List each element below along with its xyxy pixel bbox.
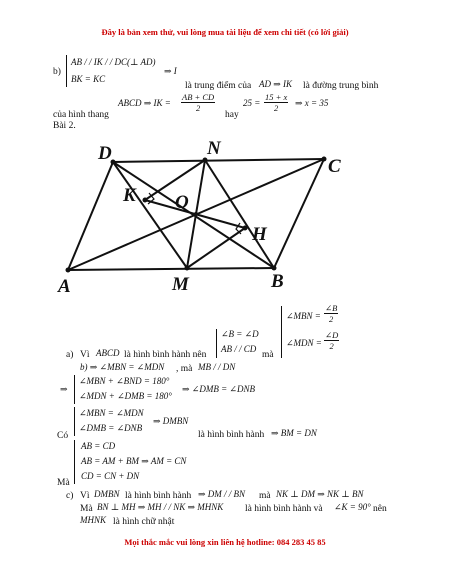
point-O	[194, 212, 198, 216]
label-K: K	[123, 185, 136, 206]
c-dmbn: DMBN	[94, 489, 120, 499]
a-sys2: AB / / CD	[221, 344, 257, 354]
sys-d2: AB = AM + BM ⇒ AM = CN	[81, 456, 187, 466]
c2-math1: BN ⊥ MH ⇒ MH / / NK ⇒ MHNK	[97, 502, 224, 512]
a-sys4-den: 2	[329, 341, 334, 351]
sys-b1: ∠MBN + ∠BND = 180°	[79, 376, 170, 386]
edge-DC	[113, 159, 324, 162]
frac1-num: AB + CD	[182, 92, 215, 102]
sys1: AB / / IK / / DC(⊥ AD)	[71, 57, 156, 67]
sys-b2: ∠MDN + ∠DMB = 180°	[79, 391, 172, 401]
c2-angle: ∠K = 90°	[334, 502, 371, 512]
a-vi: Vì	[80, 350, 90, 360]
a-sys4-frac	[324, 330, 339, 351]
point-K	[143, 198, 148, 203]
a-sys4-left: ∠MDN =	[286, 338, 322, 348]
sys-d3: CD = CN + DN	[81, 471, 140, 481]
a-sys4-num: ∠D	[325, 330, 339, 340]
brace-c	[74, 407, 75, 436]
line3-math: ABCD ⇒ IK =	[118, 98, 171, 108]
line2-text: là trung điểm của	[185, 81, 252, 91]
sys-c2: ∠DMB = ∠DNB	[79, 423, 143, 433]
eq2-left: 25 =	[243, 98, 261, 108]
c-imp2: NK ⊥ DM ⇒ NK ⊥ BN	[276, 489, 364, 499]
a-ma: mà	[262, 350, 274, 360]
line2-math: AD ⇒ IK	[259, 79, 293, 89]
implies-1: ⇒ I	[164, 66, 177, 76]
point-B	[272, 266, 277, 271]
a-sys3-num: ∠B	[325, 303, 338, 313]
label-N: N	[207, 138, 221, 159]
edge-CB	[274, 159, 324, 268]
line3-text: của hình thang	[53, 110, 109, 120]
frac1-den: 2	[195, 103, 201, 113]
b-par: MB / / DN	[198, 362, 236, 372]
c3-mhnk: MHNK	[80, 515, 107, 525]
b-ma: , mà	[176, 364, 193, 374]
c-text1: là hình bình hành	[125, 491, 192, 501]
sys-b-res: ⇒ ∠DMB = ∠DNB	[182, 384, 255, 394]
frac2-num: 15 + x	[265, 92, 288, 102]
c2-ma: Mà	[80, 504, 93, 514]
part-b-label: b)	[53, 67, 61, 77]
sys-c-text: là hình bình hành	[198, 430, 265, 440]
a-abcd: ABCD	[96, 348, 120, 358]
label-O: O	[175, 192, 189, 213]
eq2-right: ⇒ x = 35	[295, 98, 329, 108]
c3-text: là hình chữ nhật	[113, 517, 175, 527]
a-sys3-left: ∠MBN =	[286, 311, 321, 321]
sys-c-res2: ⇒ BM = DN	[271, 428, 317, 438]
c-ma: mà	[259, 491, 271, 501]
a-text: là hình bình hành nên	[124, 350, 207, 360]
a-sys3-frac	[324, 303, 338, 324]
footer-banner: Mọi thắc mắc vui lòng xin liên hệ hotline: 084 283 45 85	[124, 537, 326, 547]
c2-text: là hình bình hành và	[245, 504, 323, 514]
label-C: C	[328, 156, 341, 177]
brace-a1	[216, 329, 217, 358]
label-M: M	[172, 274, 189, 295]
hay-text: hay	[225, 110, 239, 120]
label-H: H	[252, 224, 267, 245]
imp-sym: ⇒	[60, 384, 68, 394]
point-H	[243, 226, 248, 231]
line2-end: là đường trung bình	[303, 81, 379, 91]
b-line: b) ⇒ ∠MBN = ∠MDN	[80, 362, 165, 372]
sys2: BK = KC	[71, 74, 106, 84]
bai2-title: Bài 2.	[53, 121, 76, 131]
label-B: B	[271, 271, 284, 292]
edge-AB	[68, 268, 274, 270]
header-banner: Đây là bản xem thử, vui lòng mua tài liệu để xem chi tiết (có lời giải)	[101, 27, 349, 37]
sys-d1: AB = CD	[81, 441, 116, 451]
a-sys3-den: 2	[329, 314, 334, 324]
co-text: Có	[57, 431, 69, 441]
point-C	[322, 157, 327, 162]
point-A	[66, 268, 71, 273]
diag-DB	[113, 162, 274, 268]
c-vi: Vì	[80, 491, 90, 501]
sys-c-res: ⇒ DMBN	[153, 416, 189, 426]
c-imp1: ⇒ DM / / BN	[198, 489, 246, 499]
label-D: D	[98, 143, 112, 164]
sys-c1: ∠MBN = ∠MDN	[79, 408, 144, 418]
brace-b	[74, 375, 75, 404]
point-M	[185, 266, 190, 271]
brace-d	[74, 440, 75, 484]
seg-DM	[113, 162, 187, 268]
a-label: a)	[66, 350, 74, 360]
ma2-text: Mà	[57, 478, 70, 488]
frac2-den: 2	[274, 103, 279, 113]
label-A: A	[58, 276, 71, 297]
a-sys1: ∠B = ∠D	[221, 329, 259, 339]
seg-NB	[205, 160, 274, 268]
c-label: c)	[66, 491, 74, 501]
c2-nen: nên	[373, 504, 387, 514]
seg-MH	[187, 228, 245, 268]
brace-a2	[281, 306, 282, 358]
